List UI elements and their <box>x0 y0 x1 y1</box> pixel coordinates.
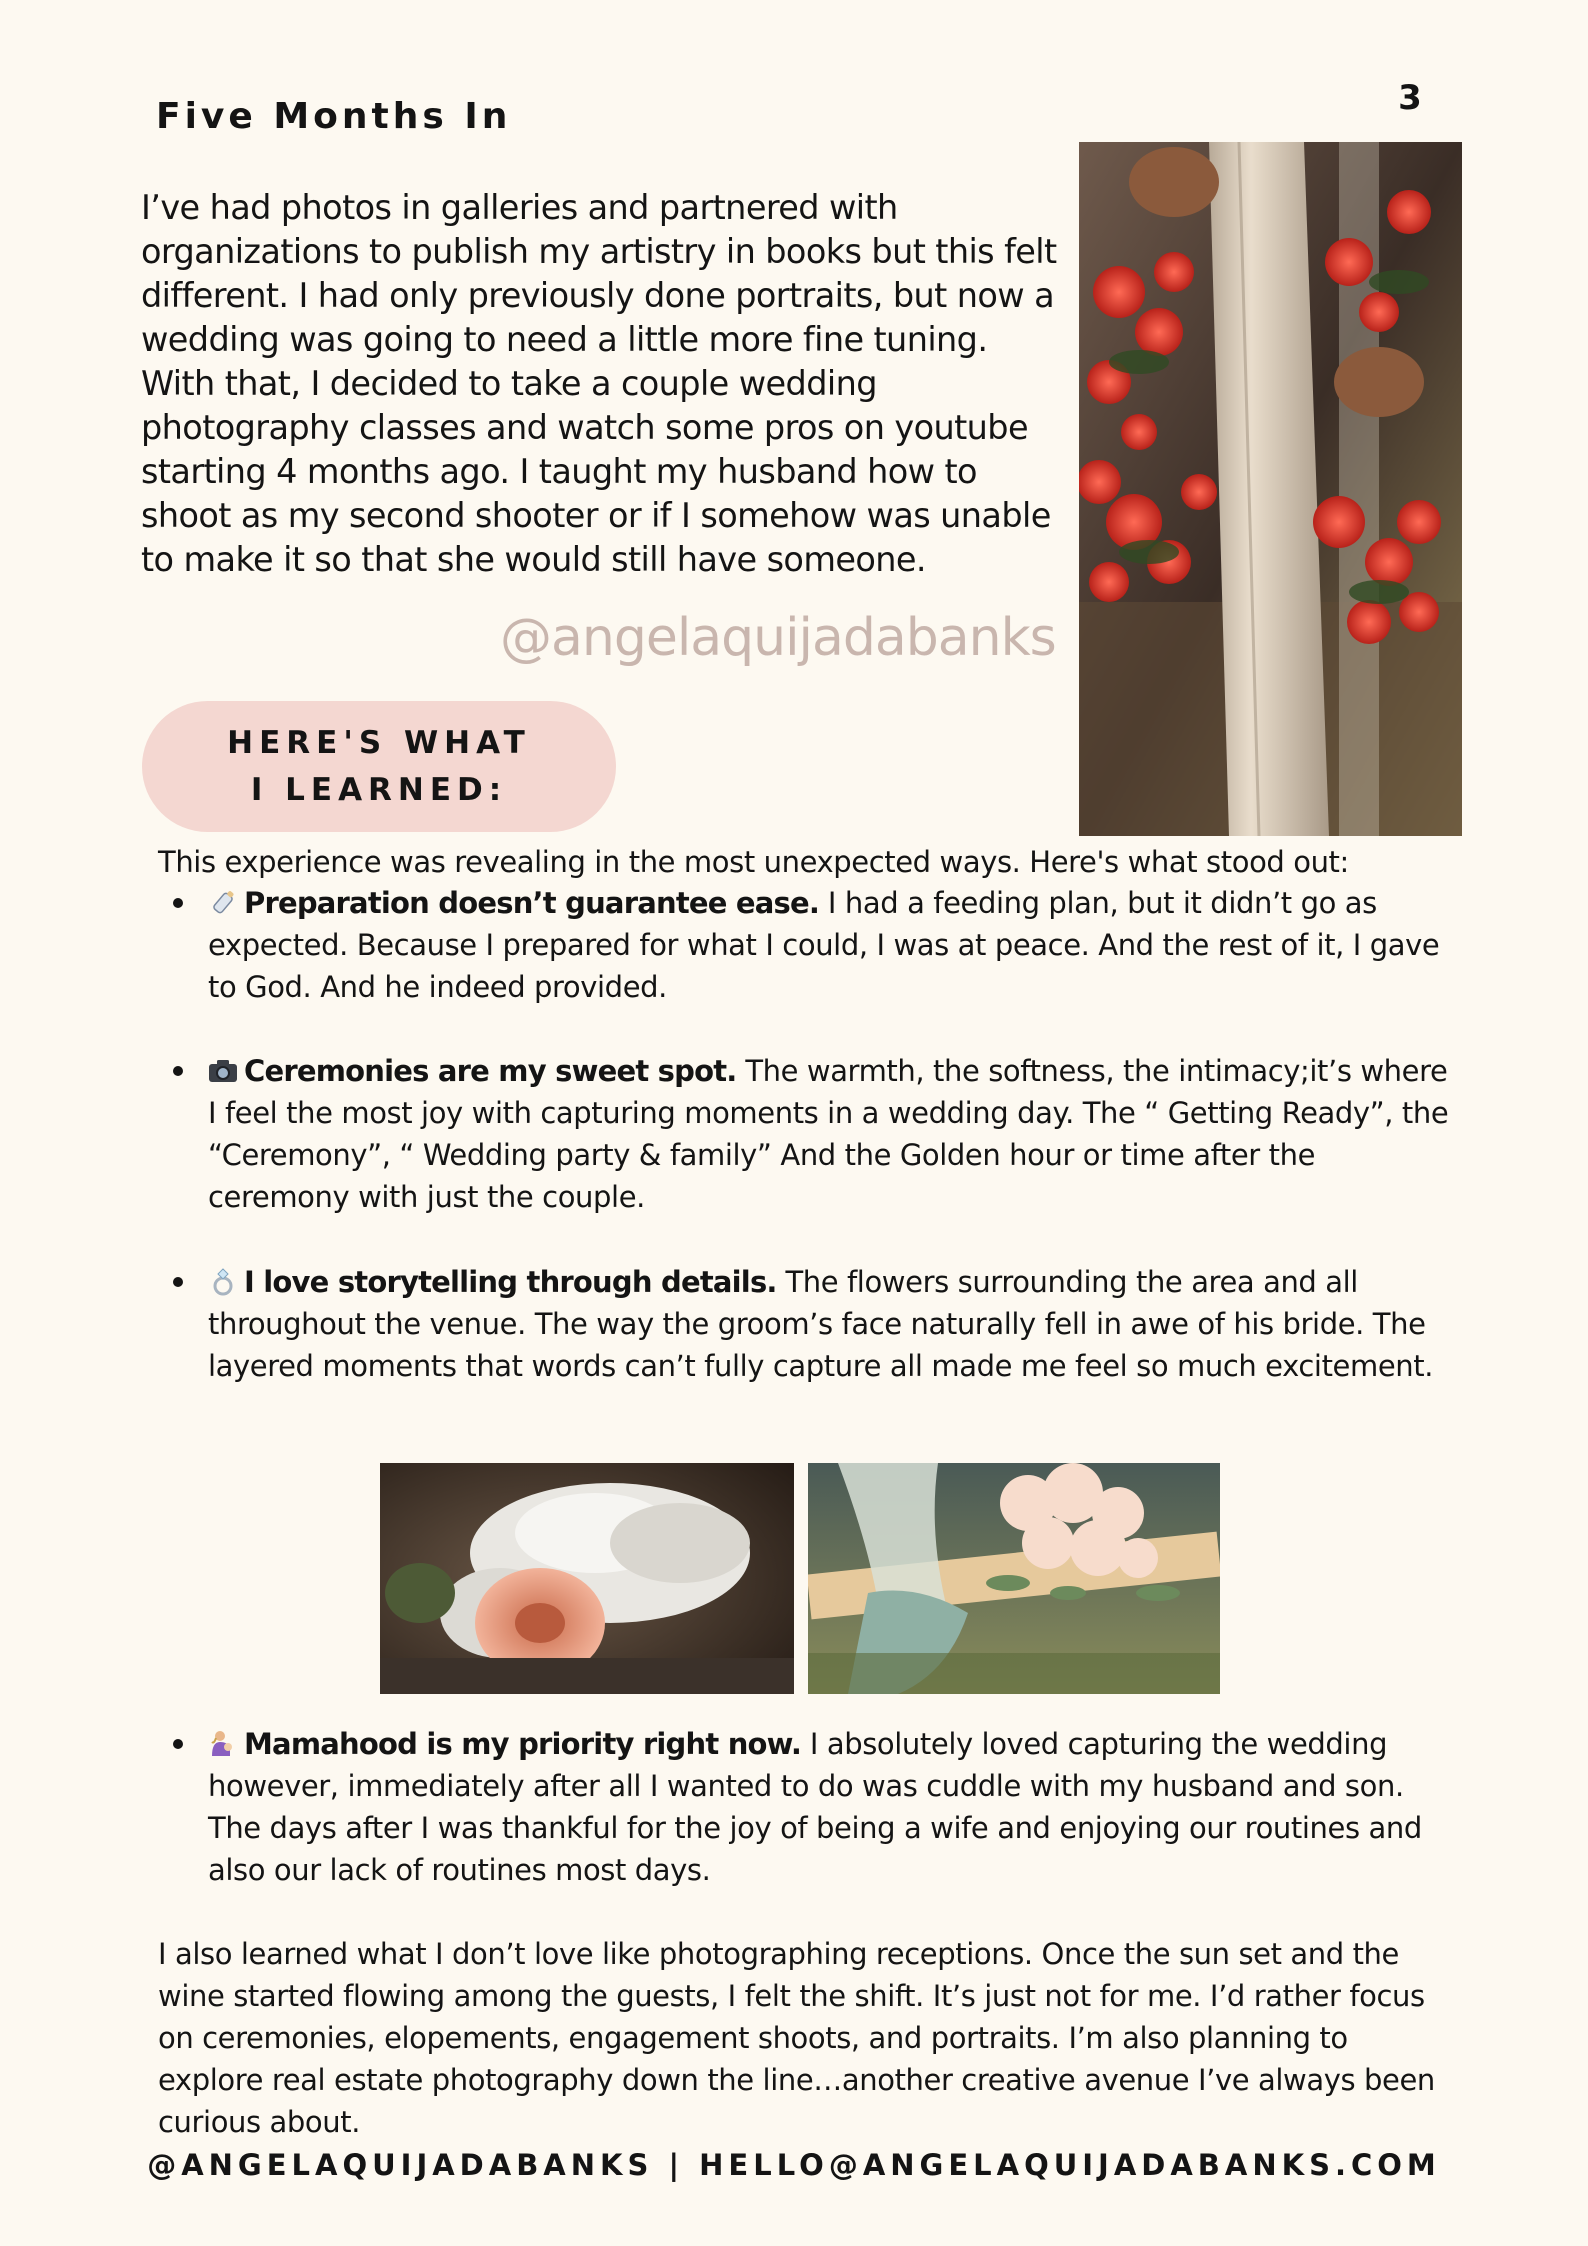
intro-paragraph: I’ve had photos in galleries and partnered with organizations to publish my artistry in books but this felt different. I had only previously done portraits, but now a wedding was going to need a little more fine tuning. With that, I decided to take a couple wedding photography classes and watch some pros on youtube starting 4 months ago. I taught my husband how to shoot as my second shooter or if I somehow was unable to make it so that she would still have someone. <box>141 188 1057 579</box>
lead-sentence: This experience was revealing in the most unexpected ways. Here's what stood out: <box>158 845 1349 879</box>
rose-detail-photo <box>380 1463 794 1694</box>
bullet-bold: I love storytelling through details. <box>244 1265 777 1299</box>
bullet-dot <box>173 1739 183 1749</box>
bullet-text: I absolutely loved capturing the wedding however, immediately after all I wanted to do was cuddle with my husband and son. The days after I was thankful for the joy of being a wife and enjoying our routines and also our lack of routines most days. <box>208 1727 1422 1887</box>
bullet-bold: Mamahood is my priority right now. <box>244 1727 802 1761</box>
bullet-text: I had a feeding plan, but it didn’t go as expected. Because I prepared for what I could, I was at peace. And the rest of it, I gave to God. And he indeed provided. <box>208 886 1440 1004</box>
bullet-bold: Preparation doesn’t guarantee ease. <box>244 886 820 920</box>
bullet-dot <box>173 898 183 908</box>
footer-contact: @ANGELAQUIJADABANKS | HELLO@ANGELAQUIJADABANKS.COM <box>147 2148 1441 2182</box>
bullet-item <box>208 1723 1458 1891</box>
page-number: 3 <box>1398 78 1422 118</box>
camera-icon <box>208 1057 238 1085</box>
breastfeeding-icon <box>208 1730 238 1758</box>
flower-post-photo <box>1079 142 1462 836</box>
page-title: Five Months In <box>156 96 512 137</box>
baby-bottle-icon <box>208 889 238 917</box>
handle-watermark: @angelaquijadabanks <box>500 608 1056 668</box>
bullet-item <box>208 1050 1458 1218</box>
bouquet-detail-photo <box>808 1463 1220 1694</box>
learned-heading: HERE'S WHAT I LEARNED: <box>227 724 531 808</box>
bullet-item <box>208 882 1458 1008</box>
bullet-item <box>208 1261 1458 1387</box>
learned-heading-pill <box>142 701 616 832</box>
closing-paragraph: I also learned what I don’t love like photographing receptions. Once the sun set and the wine started flowing among the guests, I felt the shift. It’s just not for me. I’d rather focus on ceremonies, elopements, engagement shoots, and portraits. I’m also planning to explore real estate photography down the line…another creative avenue I’ve always been curious about. <box>158 1937 1435 2139</box>
bullet-dot <box>173 1066 183 1076</box>
ring-icon <box>208 1268 238 1296</box>
bullet-dot <box>173 1277 183 1287</box>
bullet-text: The warmth, the softness, the intimacy;it’s where I feel the most joy with capturing moments in a wedding day. The “ Getting Ready”, the “Ceremony”, “ Wedding party & family” And the Golden hour or time after the ceremony with just the couple. <box>208 1054 1449 1214</box>
bullet-text: The flowers surrounding the area and all throughout the venue. The way the groom’s face naturally fell in awe of his bride. The layered moments that words can’t fully capture all made me feel so much excitement. <box>208 1265 1434 1383</box>
bullet-bold: Ceremonies are my sweet spot. <box>244 1054 737 1088</box>
